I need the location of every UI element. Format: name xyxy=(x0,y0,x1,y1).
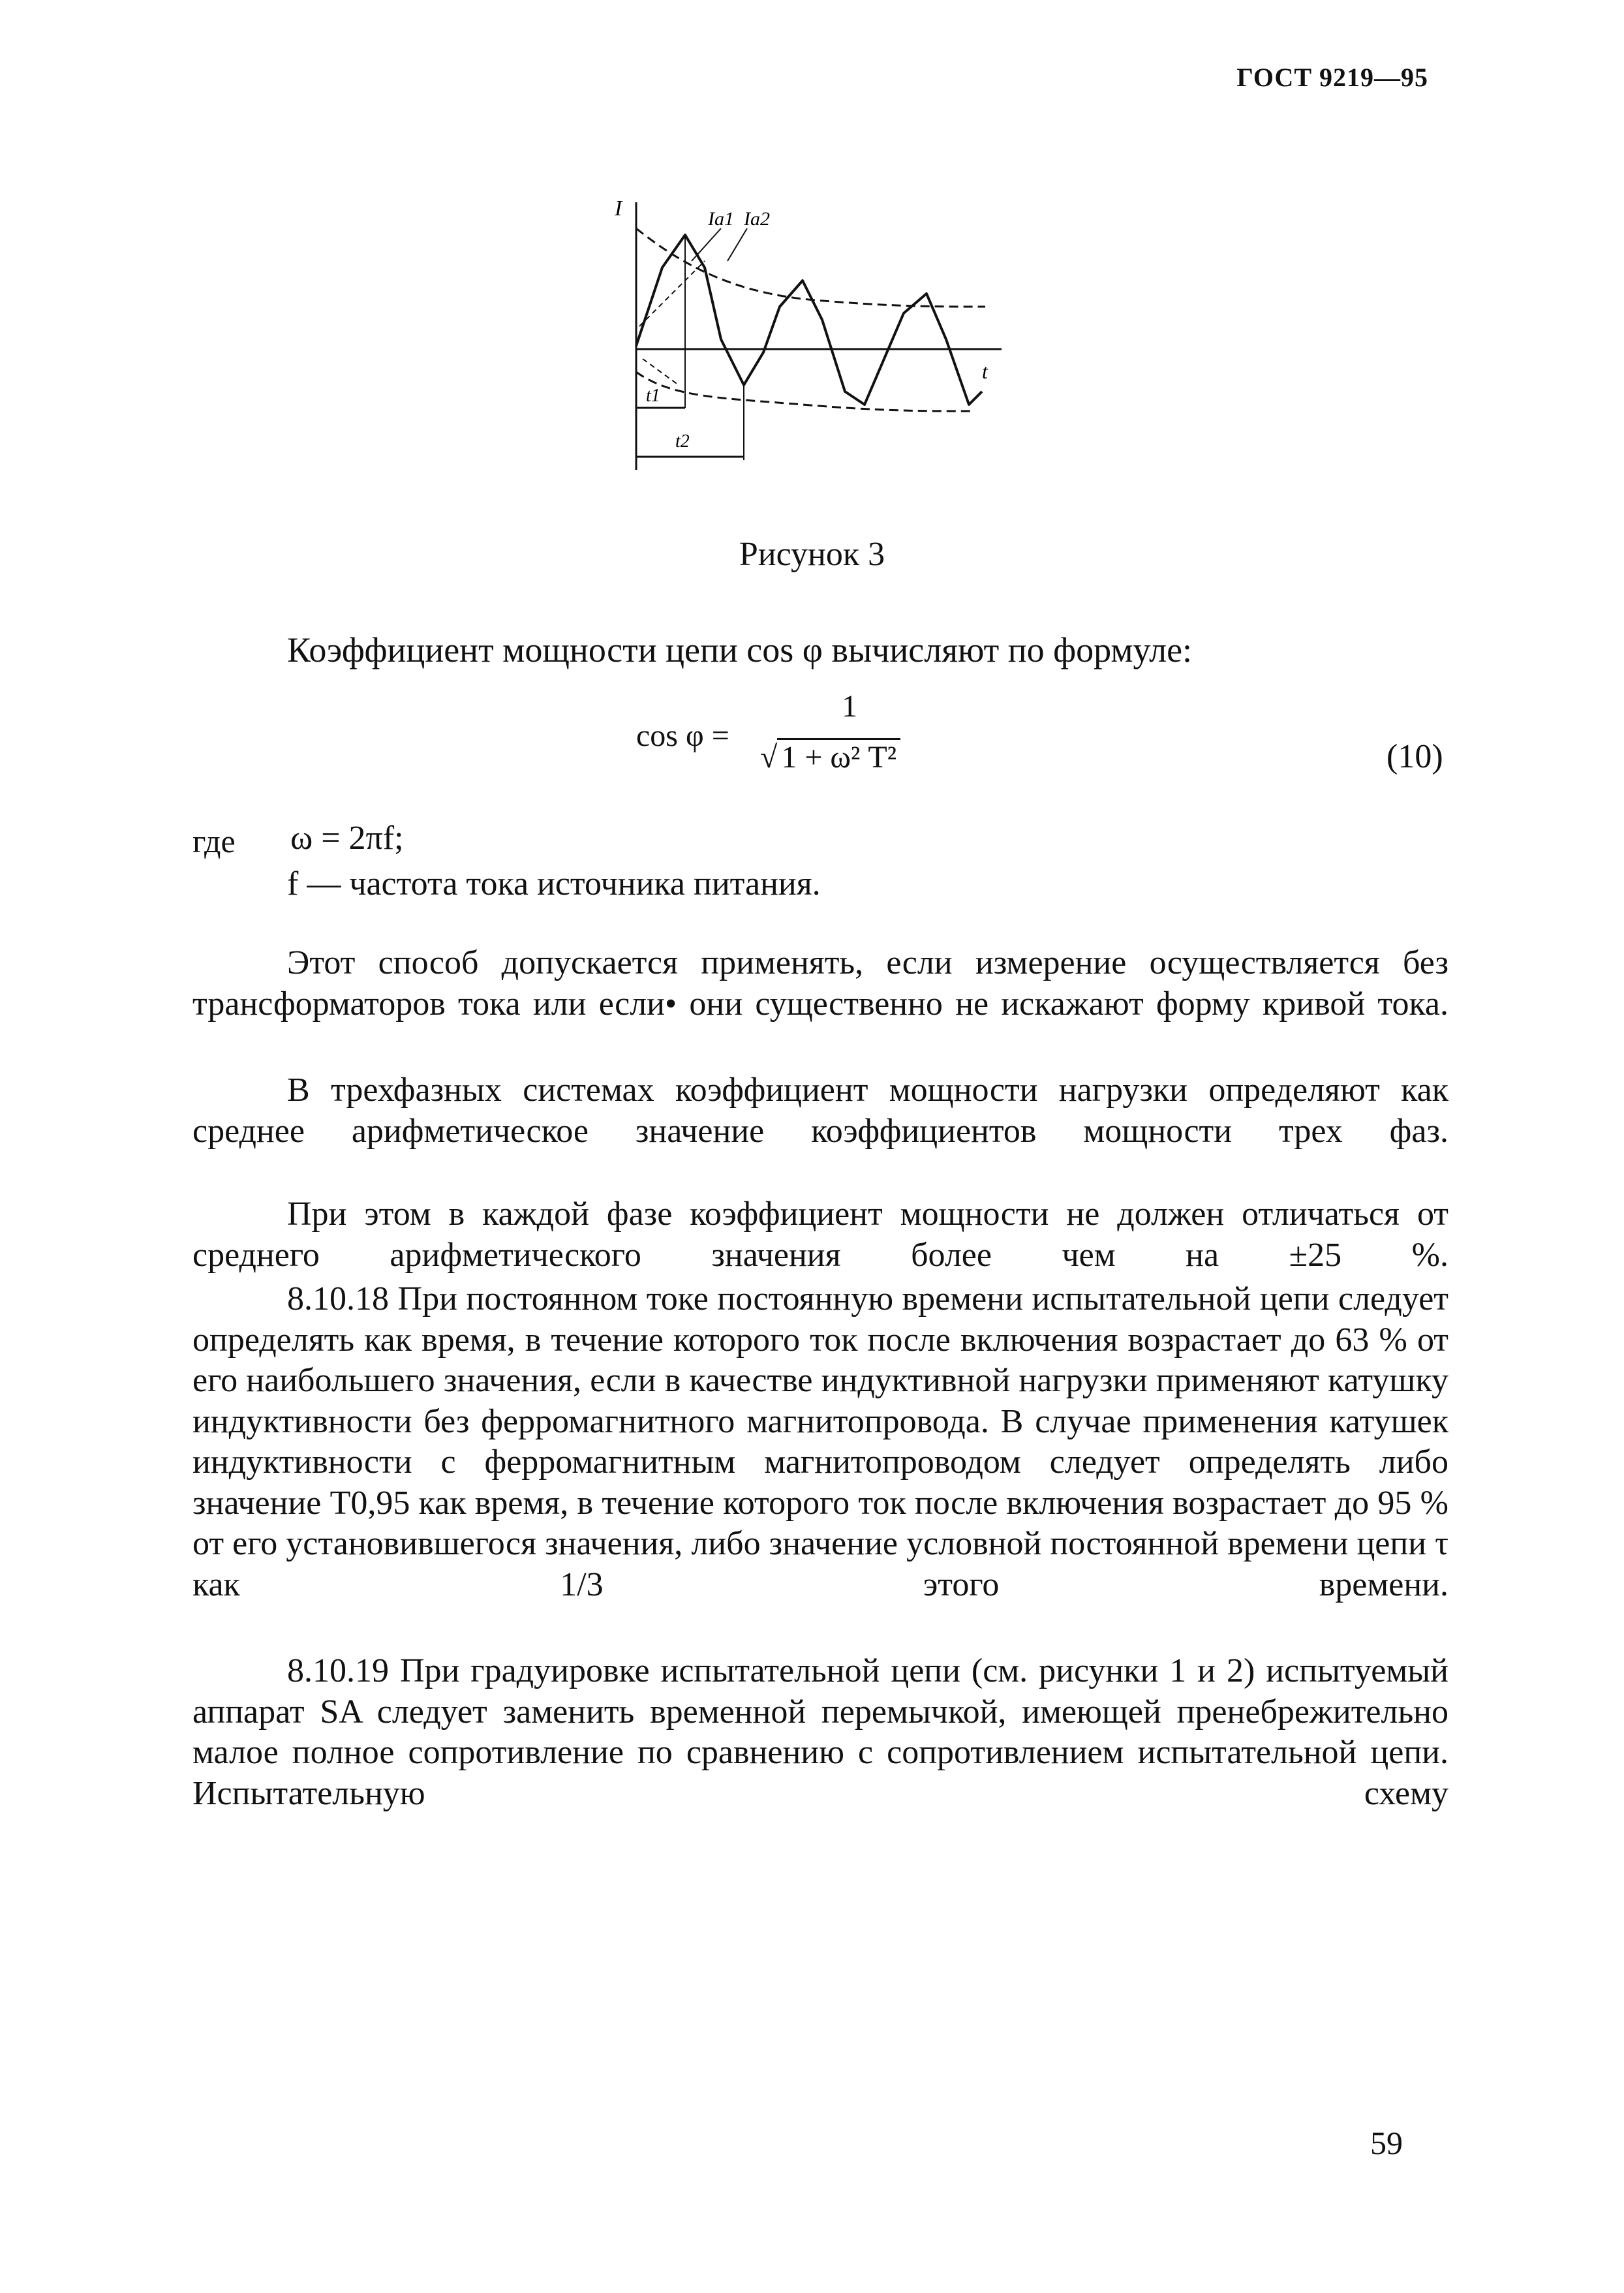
paragraph-8-10-18: 8.10.18 При постоянном токе постоянную времени испытательной цепи следует определять как время, в течение которого ток после включения возрастает до 63 % от его наибольшего значения, если в качестве индуктивной нагрузки применяют катушку индуктивности без ферромагнитного магнитопровода. В случае применения катушек индуктивности с ферромагнитным магнитопроводом следует определять либо значение T0,95 как время, в течение которого ток после включения возрастает до 95 % от его установившегося значения, либо значение условной постоянной времени цепи τ как 1/3 этого времени. xyxy=(192,1280,1448,1603)
formula-numerator: 1 xyxy=(842,689,857,724)
formula-radicand: 1 + ω² T² xyxy=(777,738,900,775)
document-code: ГОСТ 9219—95 xyxy=(1236,63,1428,92)
t1-label: t1 xyxy=(646,386,660,406)
paragraph: При этом в каждой фазе коэффициент мощности не должен отличаться от среднего арифметического значения более чем на ±25 %. xyxy=(192,1195,1448,1274)
equation-number: (10) xyxy=(1387,738,1443,775)
formula-intro: Коэффициент мощности цепи cos φ вычисляют по формуле: xyxy=(287,630,1193,669)
where-label: где xyxy=(192,823,236,859)
peak2-label: Ia2 xyxy=(744,208,770,230)
formula-lhs: cos φ = xyxy=(636,718,729,753)
peak1-label: Ia1 xyxy=(708,208,734,230)
t2-label: t2 xyxy=(675,431,690,452)
peak2-pointer xyxy=(728,228,747,261)
paragraph: В трехфазных системах коэффициент мощности нагрузки определяют как среднее арифметическое значение коэффициентов мощности трех фаз. xyxy=(192,1071,1448,1150)
y-axis-label: I xyxy=(615,196,622,221)
sqrt-symbol: √ xyxy=(760,740,778,775)
where-omega-definition: ω = 2πf; xyxy=(290,820,404,857)
formula-denominator xyxy=(760,739,900,775)
where-frequency-definition: f — частота тока источника питания. xyxy=(287,865,821,902)
lower-envelope xyxy=(636,372,972,411)
figure-caption: Рисунок 3 xyxy=(739,536,885,573)
page-number: 59 xyxy=(1370,2125,1403,2161)
guide-dash-1 xyxy=(639,261,705,326)
figure-3-current-waveform xyxy=(607,189,1011,476)
x-axis-label: t xyxy=(982,360,988,383)
peak1-pointer xyxy=(692,228,721,261)
guide-dash-2 xyxy=(643,359,679,385)
formula-10 xyxy=(636,688,1028,786)
paragraph: Этот способ допускается применять, если измерение осуществляется без трансформаторов тока или если• они существенно не искажают форму кривой тока. xyxy=(192,944,1448,1023)
current-waveform xyxy=(636,235,982,405)
paragraph-8-10-19: 8.10.19 При градуировке испытательной цепи (см. рисунки 1 и 2) испытуемый аппарат SA следует заменить временной перемычкой, имеющей пренебрежительно малое полное сопротивление по сравнению с сопротивлением испытательной цепи. Испытательную схему xyxy=(192,1652,1448,1812)
